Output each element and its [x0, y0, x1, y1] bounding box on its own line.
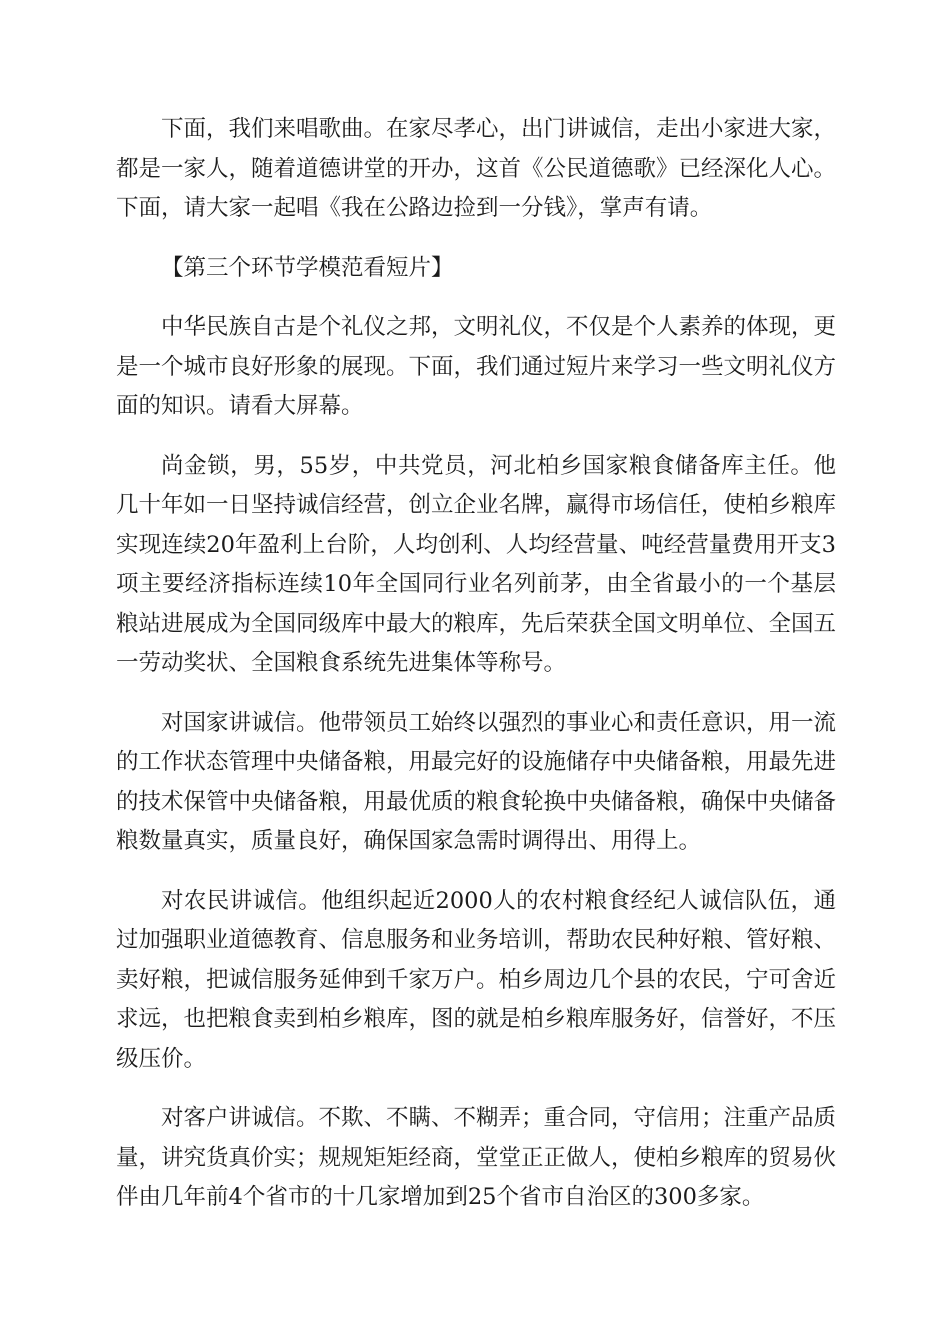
paragraph-profile: 尚金锁，男，55岁，中共党员，河北柏乡国家粮食储备库主任。他几十年如一日坚持诚信经营，创立企业名牌，赢得市场信任，使柏乡粮库实现连续20年盈利上台阶，人均创利、人均经营量、吨经营量费用开支3项主要经济指标连续10年全国同行业名列前茅，由全省最小的一个基层粮站进展成为全国同级库中最大的粮库，先后荣获全国文明单位、全国五一劳动奖状、全国粮食系统先进集体等称号。 — [116, 452, 837, 676]
paragraph-integrity-clients: 对客户讲诚信。不欺、不瞒、不糊弄；重合同，守信用；注重产品质量，讲究货真价实；规规矩矩经商，堂堂正正做人，使柏乡粮库的贸易伙伴由几年前4个省市的十几家增加到25个省市自治区的300多家。 — [116, 1105, 837, 1210]
paragraph-singing: 下面，我们来唱歌曲。在家尽孝心，出门讲诚信，走出小家进大家，都是一家人，随着道德讲堂的开办，这首《公民道德歌》已经深化人心。下面，请大家一起唱《我在公路边捡到一分钱》，掌声有请。 — [116, 116, 837, 221]
paragraph-integrity-farmers: 对农民讲诚信。他组织起近2000人的农村粮食经纪人诚信队伍，通过加强职业道德教育、信息服务和业务培训，帮助农民种好粮、管好粮、卖好粮，把诚信服务延伸到千家万户。柏乡周边几个县的农民，宁可舍近求远，也把粮食卖到柏乡粮库，图的就是柏乡粮库服务好，信誉好，不压级压价。 — [116, 887, 837, 1072]
document-body — [116, 110, 836, 1238]
section-heading: 【第三个环节学模范看短片】 — [161, 254, 454, 281]
paragraph-etiquette: 中华民族自古是个礼仪之邦，文明礼仪，不仅是个人素养的体现，更是一个城市良好形象的展现。下面，我们通过短片来学习一些文明礼仪方面的知识。请看大屏幕。 — [116, 314, 837, 419]
paragraph-integrity-nation: 对国家讲诚信。他带领员工始终以强烈的事业心和责任意识，用一流的工作状态管理中央储备粮，用最完好的设施储存中央储备粮，用最先进的技术保管中央储备粮，用最优质的粮食轮换中央储备粮，确保中央储备粮数量真实，质量良好，确保国家急需时调得出、用得上。 — [116, 709, 837, 854]
